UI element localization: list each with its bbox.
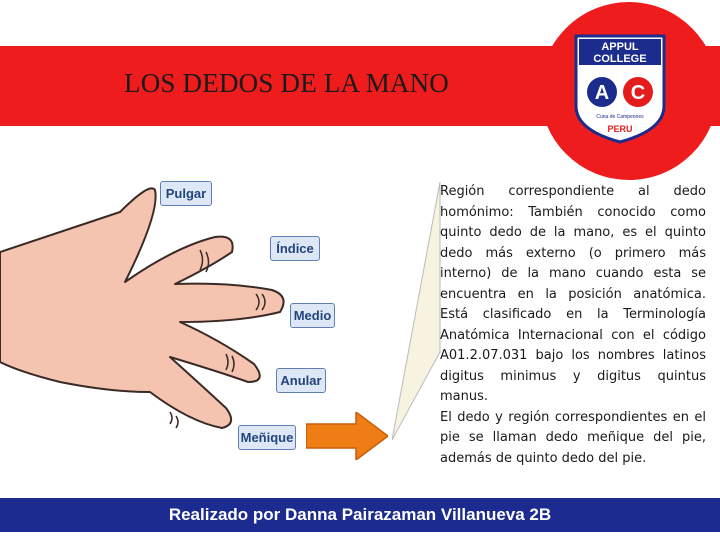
- logo-letter-c: C: [630, 82, 646, 104]
- info-text: [440, 182, 706, 494]
- finger-label-pulgar: Pulgar: [160, 181, 212, 206]
- logo-letter-a: A: [594, 82, 610, 104]
- callout-pointer: [392, 182, 442, 440]
- college-logo: [572, 34, 668, 144]
- footer-credit: Realizado por Danna Pairazaman Villanueva 2B: [0, 498, 720, 532]
- logo-line1: APPUL: [601, 41, 639, 53]
- finger-label-medio: Medio: [290, 303, 335, 328]
- info-paragraph-2: El dedo y región correspondientes en el pie se llaman dedo meñique del pie, además de quinto dedo del pie.: [440, 409, 706, 466]
- finger-label-anular: Anular: [276, 368, 326, 393]
- info-paragraph-1: Región correspondiente al dedo homónimo: También conocido como quinto dedo de la mano, es el quinto dedo más externo (o primero más interno) de la mano cuando esta se encuentra en la posición anatómica. Está clasificado en la Terminología Anatómica Internacional con el código A01.2.07.031 bajo los nombres latinos digitus minimus y digitus quintus manus.: [440, 184, 706, 404]
- finger-label-menique: Meñique: [238, 425, 296, 450]
- logo-line2: COLLEGE: [593, 53, 647, 65]
- arrow-icon: [306, 412, 388, 460]
- logo-tagline: Cuna de Campeones: [596, 114, 644, 120]
- finger-label-indice: Índice: [270, 236, 320, 261]
- logo-country: PERU: [607, 124, 633, 134]
- page-title: LOS DEDOS DE LA MANO: [124, 68, 450, 98]
